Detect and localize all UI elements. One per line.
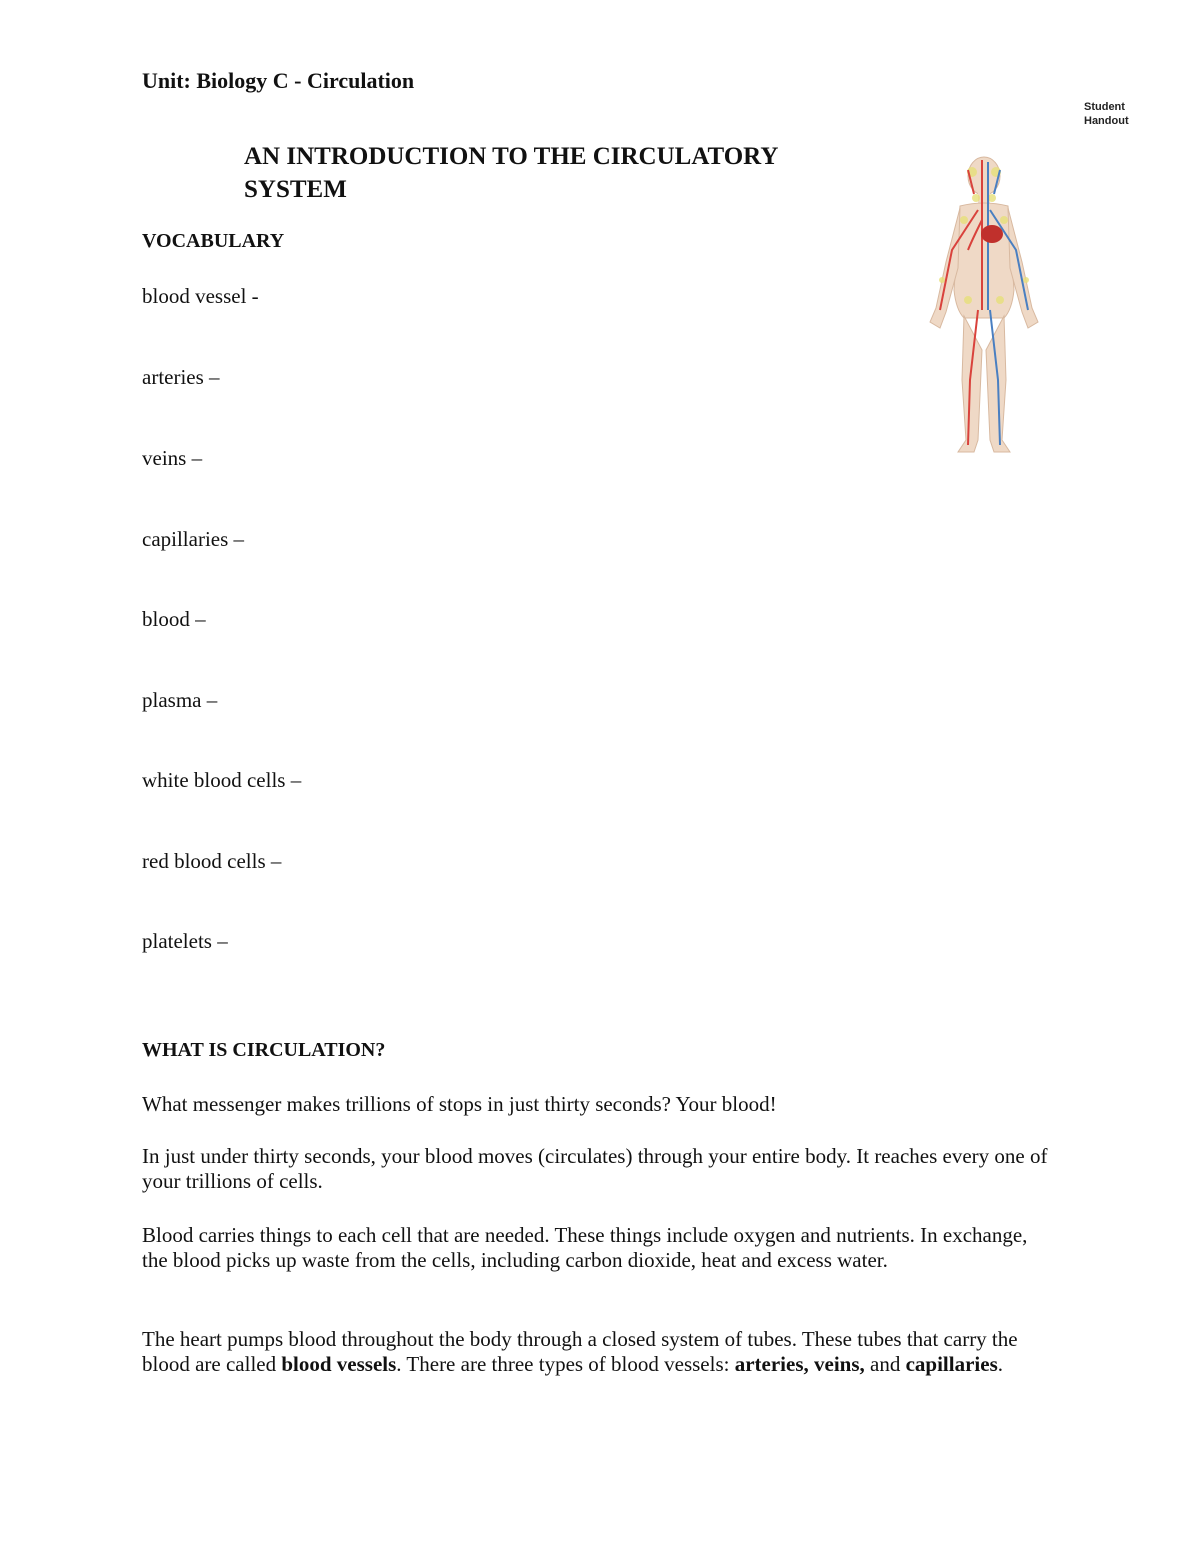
p4-bold-capillaries: capillaries bbox=[905, 1352, 998, 1376]
vocab-term-blood-vessel: blood vessel - bbox=[142, 284, 259, 308]
title-line1: AN INTRODUCTION TO THE CIRCULATORY bbox=[244, 143, 779, 170]
circulation-heading: WHAT IS CIRCULATION? bbox=[142, 1039, 386, 1061]
circulation-paragraph-2: In just under thirty seconds, your blood moves (circulates) through your entire body. It reaches every one of your trillions of cells. bbox=[142, 1144, 1048, 1193]
vocab-term-arteries: arteries – bbox=[142, 365, 220, 389]
p4-bold-arteries-veins: arteries, veins, bbox=[734, 1352, 865, 1376]
title-line2: SYSTEM bbox=[244, 176, 347, 203]
vocab-term-platelets: platelets – bbox=[142, 929, 228, 953]
handout-label-line2: Handout bbox=[1084, 115, 1129, 127]
vocab-term-plasma: plasma – bbox=[142, 688, 218, 712]
p4-bold-blood-vessels: blood vessels bbox=[281, 1352, 397, 1376]
vocab-term-capillaries: capillaries – bbox=[142, 527, 245, 551]
circulation-paragraph-1: What messenger makes trillions of stops in just thirty seconds? Your blood! bbox=[142, 1092, 777, 1116]
circulation-paragraph-4 bbox=[142, 1327, 1057, 1377]
vocabulary-heading: VOCABULARY bbox=[142, 230, 285, 252]
page-title bbox=[244, 140, 884, 206]
student-handout-label bbox=[1084, 100, 1129, 128]
vocab-term-red-blood-cells: red blood cells – bbox=[142, 849, 282, 873]
p4-text-3: and bbox=[864, 1352, 906, 1376]
p4-text-1: The heart pumps blood throughout the body through a closed system of tubes. These tubes that carry the blood are called bbox=[142, 1327, 1018, 1376]
circulatory-system-figure bbox=[912, 150, 1052, 460]
p4-text-4: . bbox=[997, 1352, 1003, 1376]
vocab-term-blood: blood – bbox=[142, 607, 206, 631]
handout-label-line1: Student bbox=[1084, 101, 1125, 113]
body-silhouette bbox=[930, 157, 1038, 452]
vocab-term-white-blood-cells: white blood cells – bbox=[142, 768, 302, 792]
vocab-term-veins: veins – bbox=[142, 446, 203, 470]
p4-text-2: . There are three types of blood vessels: bbox=[396, 1352, 735, 1376]
heart bbox=[981, 225, 1003, 243]
unit-header: Unit: Biology C - Circulation bbox=[142, 68, 415, 93]
circulation-paragraph-3: Blood carries things to each cell that are needed. These things include oxygen and nutrients. In exchange, the blood picks up waste from the cells, including carbon dioxide, heat and excess water. bbox=[142, 1223, 1028, 1272]
